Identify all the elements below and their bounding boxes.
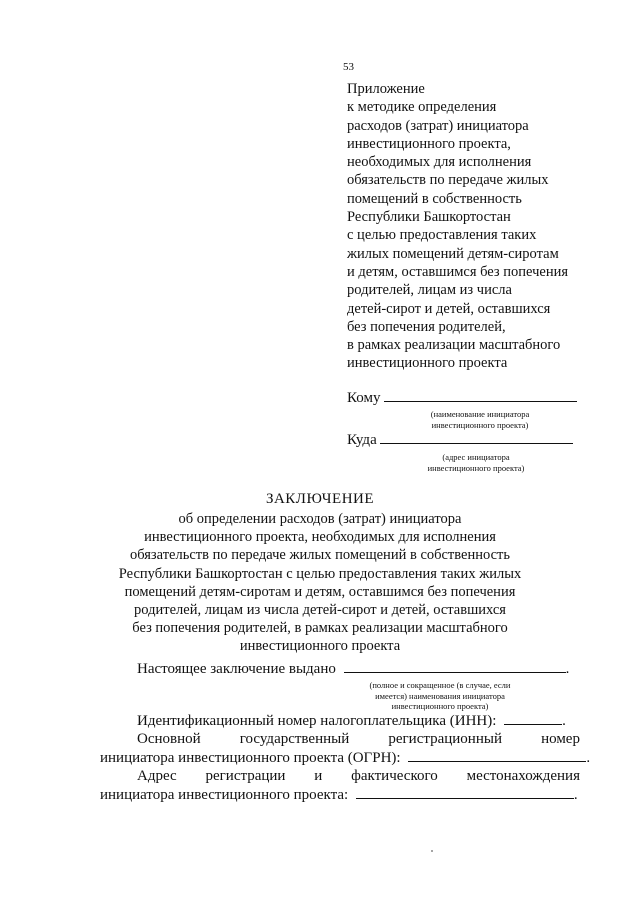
address-label: инициатора инвестиционного проекта:	[100, 787, 349, 803]
to-label: Кому	[347, 390, 381, 406]
issued-line: Настоящее заключение выдано .	[137, 661, 570, 677]
appendix-line: и детям, оставшимся без попечения	[347, 263, 569, 280]
to-caption: (наименование инициатора инвестиционного проекта)	[430, 409, 530, 430]
where-caption: (адрес инициатора инвестиционного проекта)	[427, 452, 525, 473]
appendix-line: помещений в собственность	[347, 190, 522, 207]
ogrn-label: инициатора инвестиционного проекта (ОГРН):	[100, 750, 401, 766]
page-number: 53	[343, 61, 354, 73]
where-blank[interactable]	[380, 442, 573, 444]
where-line	[347, 432, 573, 449]
appendix-line: расходов (затрат) инициатора	[347, 117, 529, 134]
appendix-line: инвестиционного проекта	[347, 355, 508, 372]
subtitle-line: об определении расходов (затрат) инициатора	[178, 511, 462, 527]
to-blank[interactable]	[384, 400, 577, 402]
issued-label: Настоящее заключение выдано	[137, 661, 336, 677]
to-line	[347, 390, 577, 407]
appendix-line: жилых помещений детям-сиротам	[347, 245, 559, 262]
inn-line: Идентификационный номер налогоплательщика (ИНН): .	[137, 713, 566, 729]
issued-caption: (полное и сокращенное (в случае, если имеется) наименования инициатора инвестиционного проекта)	[369, 680, 511, 711]
appendix-line: обязательств по передаче жилых	[347, 172, 549, 189]
appendix-line: Приложение	[347, 81, 425, 97]
appendix-line: детей-сирот и детей, оставшихся	[347, 300, 551, 317]
inn-label: Идентификационный номер налогоплательщика (ИНН):	[137, 713, 497, 729]
subtitle-line: инвестиционного проекта, необходимых для исполнения	[144, 529, 496, 546]
ogrn-line-2: инициатора инвестиционного проекта (ОГРН): .	[100, 750, 591, 766]
conclusion-subtitle	[0, 510, 640, 656]
inn-blank[interactable]	[504, 723, 562, 725]
appendix-line: необходимых для исполнения	[347, 154, 532, 171]
issued-blank[interactable]	[344, 671, 566, 673]
appendix-line: в рамках реализации масштабного	[347, 337, 561, 354]
subtitle-line: родителей, лицам из числа детей-сирот и детей, оставшихся	[134, 602, 506, 619]
conclusion-title: ЗАКЛЮЧЕНИЕ	[265, 491, 375, 507]
subtitle-line: инвестиционного проекта	[239, 638, 401, 655]
subtitle-line: помещений детям-сиротам и детям, оставшимся без попечения	[124, 583, 516, 600]
appendix-line: инвестиционного проекта,	[347, 135, 511, 152]
appendix-block	[347, 80, 568, 373]
scan-speck	[431, 850, 433, 852]
subtitle-line: Республики Башкортостан с целью предоставления таких жилых	[118, 565, 522, 582]
subtitle-line: обязательств по передаче жилых помещений в собственность	[129, 547, 510, 564]
address-line-2: инициатора инвестиционного проекта: .	[100, 787, 578, 803]
appendix-line: без попечения родителей,	[347, 318, 506, 335]
appendix-line: Республики Башкортостан	[347, 209, 511, 226]
address-line-1: Адрес регистрации и фактического местонахождения	[137, 768, 580, 784]
where-label: Куда	[347, 432, 377, 448]
address-blank[interactable]	[356, 797, 574, 799]
appendix-line: к методике определения	[347, 99, 497, 116]
appendix-line: родителей, лицам из числа	[347, 282, 512, 299]
ogrn-blank[interactable]	[408, 760, 586, 762]
ogrn-line-1: Основной государственный регистрационный номер	[137, 731, 580, 747]
subtitle-line: без попечения родителей, в рамках реализации масштабного	[132, 620, 508, 637]
appendix-line: с целью предоставления таких	[347, 227, 537, 244]
